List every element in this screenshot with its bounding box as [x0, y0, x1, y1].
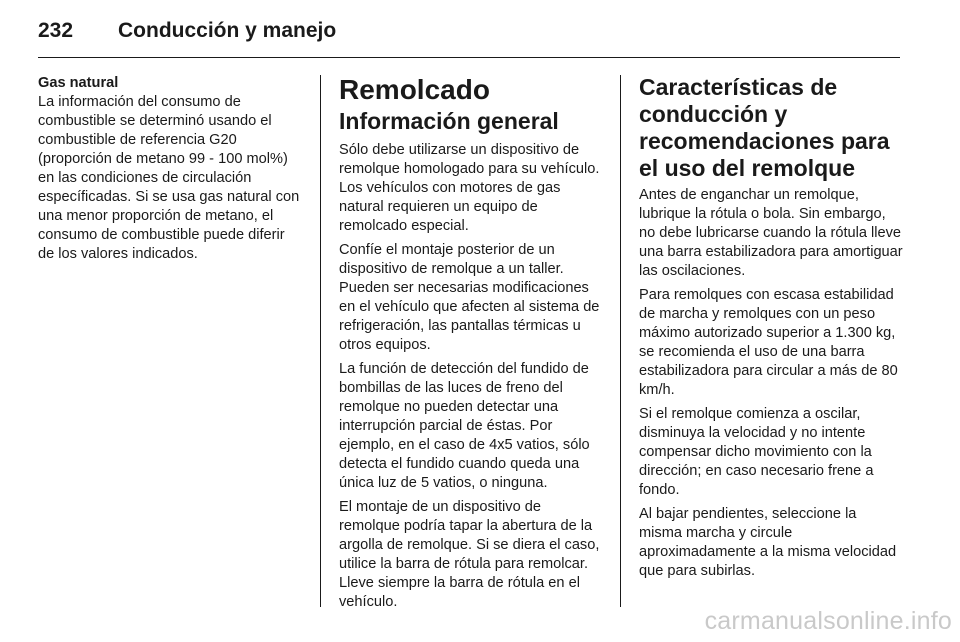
header-rule — [38, 57, 900, 58]
subsection-title-informacion-general: Información general — [339, 108, 559, 134]
watermark: carmanualsonline.info — [704, 607, 952, 635]
paragraph: La información del consumo de combustible se determinó usando el combustible de referencia G20 (proporción de metano 99 - 100 mol%) en las condiciones de circulación específicadas. Si se usa gas natural con una menor proporción de metano, el consumo de combustible puede diferir de los valores indicados. — [38, 94, 300, 262]
page-header — [38, 14, 900, 48]
paragraph: Para remolques con escasa estabilidad de marcha y remolques con un peso máximo autorizado superior a 1.300 kg, se recomienda el uso de una barra estabilizadora para circular a más de 80 km/h. — [639, 287, 898, 398]
column-remolcado — [339, 74, 603, 617]
section-heading-gas-natural: Gas natural — [38, 75, 119, 91]
column-caracteristicas — [639, 74, 903, 586]
section-title-remolcado: Remolcado — [339, 74, 490, 105]
paragraph: Sólo debe utilizarse un dispositivo de remolque homologado para su vehículo. Los vehículos con motores de gas natural requieren un equipo de remolcado especial. — [339, 142, 600, 234]
paragraph: El montaje de un dispositivo de remolque podría tapar la abertura de la argolla de remolque. Si se diera el caso, utilice la barra de rótula para remolcar. Lleve siempre la barra de rótula en el vehículo. — [339, 499, 600, 610]
paragraph: Si el remolque comienza a oscilar, disminuya la velocidad y no intente compensar dicho movimiento con la dirección; en caso necesario frene a fondo. — [639, 406, 874, 498]
column-divider — [620, 75, 621, 607]
paragraph: Al bajar pendientes, seleccione la misma marcha y circule aproximadamente a la misma velocidad que para subirlas. — [639, 506, 897, 579]
paragraph: La función de detección del fundido de bombillas de las luces de freno del remolque no pueden detectar una interrupción parcial de éstas. Por ejemplo, en el caso de 4x5 vatios, sólo detecta el fundido cuando queda una única luz de 5 vatios, o ninguna. — [339, 361, 590, 491]
section-title-caracteristicas: Características de conducción y recomendaciones para el uso del remolque — [639, 74, 890, 181]
page-number: 232 — [38, 19, 74, 42]
paragraph: Antes de enganchar un remolque, lubrique la rótula o bola. Sin embargo, no debe lubricarse cuando la rótula lleve una barra estabilizadora para amortiguar las oscilaciones. — [639, 187, 903, 279]
chapter-title: Conducción y manejo — [118, 19, 337, 42]
paragraph: Confíe el montaje posterior de un dispositivo de remolque a un taller. Pueden ser necesarias modificaciones en el vehículo que afecten al sistema de refrigeración, las pantallas térmicas u otros equipos. — [339, 242, 600, 353]
column-gas-natural — [38, 74, 302, 269]
column-divider — [320, 75, 321, 607]
